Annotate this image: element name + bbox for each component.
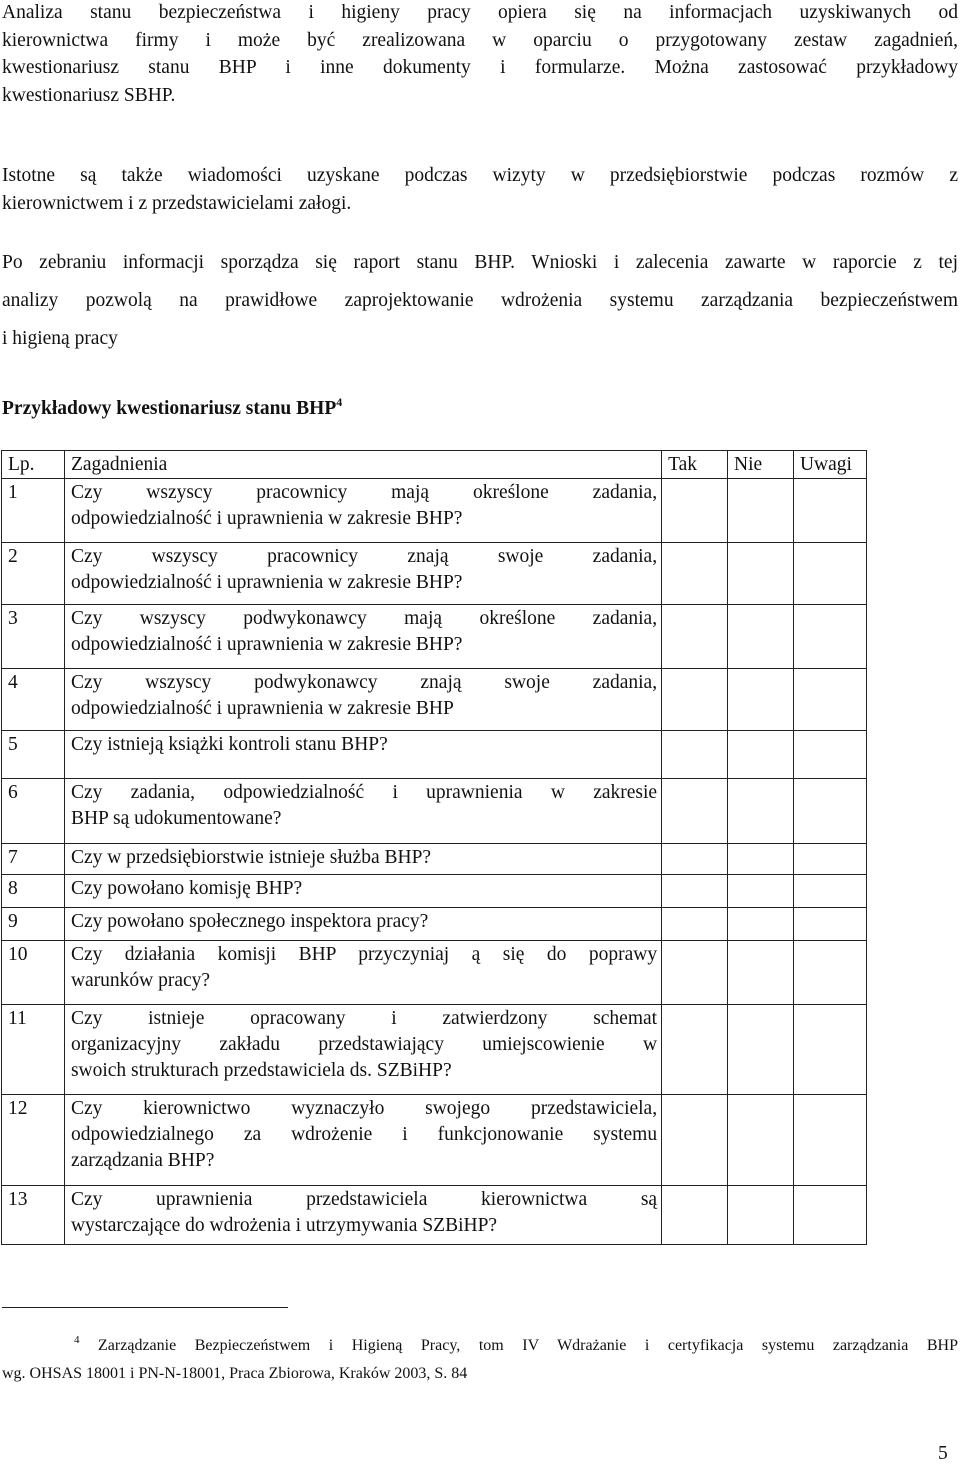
question-cell <box>64 844 661 875</box>
answer-no-cell[interactable] <box>728 543 794 605</box>
answer-yes-cell[interactable] <box>662 908 728 941</box>
text-line: kwestionariusz SBHP. <box>2 84 176 106</box>
table-row <box>2 844 867 875</box>
notes-cell[interactable] <box>793 908 866 941</box>
footnote-line <box>2 1326 958 1360</box>
question-text: zarządzania BHP? <box>70 1150 215 1171</box>
header-no: Nie <box>728 451 794 479</box>
question-cell <box>64 669 661 731</box>
answer-no-cell[interactable] <box>728 908 794 941</box>
table-row <box>2 731 867 779</box>
answer-yes-cell[interactable] <box>662 844 728 875</box>
question-cell <box>64 479 661 543</box>
intro-paragraph-1 <box>0 0 960 109</box>
header-notes: Uwagi <box>793 451 866 479</box>
row-number: 5 <box>2 731 65 779</box>
notes-cell[interactable] <box>793 479 866 543</box>
answer-no-cell[interactable] <box>728 844 794 875</box>
table-row <box>2 543 867 605</box>
question-text: warunków pracy? <box>70 970 211 991</box>
row-number: 9 <box>2 908 65 941</box>
answer-no-cell[interactable] <box>728 875 794 908</box>
section-heading <box>2 395 342 420</box>
answer-no-cell[interactable] <box>728 1186 794 1245</box>
question-text: Czy uprawnienia przedstawiciela kierownictwa są <box>70 1189 658 1210</box>
question-text: Czy w przedsiębiorstwie istnieje służba BHP? <box>70 847 432 868</box>
question-cell <box>64 941 661 1005</box>
question-cell <box>64 1186 661 1245</box>
table-header-row <box>2 451 867 479</box>
header-topic: Zagadnienia <box>64 451 661 479</box>
question-text: BHP są udokumentowane? <box>70 808 282 829</box>
answer-yes-cell[interactable] <box>662 779 728 844</box>
answer-yes-cell[interactable] <box>662 479 728 543</box>
answer-no-cell[interactable] <box>728 1095 794 1186</box>
notes-cell[interactable] <box>793 1005 866 1095</box>
answer-no-cell[interactable] <box>728 605 794 669</box>
table-row <box>2 1005 867 1095</box>
question-cell <box>64 543 661 605</box>
question-cell <box>64 908 661 941</box>
question-text: Czy zadania, odpowiedzialność i uprawnienia w zakresie <box>70 782 658 803</box>
question-text: odpowiedzialność i uprawnienia w zakresie BHP? <box>70 572 463 593</box>
question-cell <box>64 1095 661 1186</box>
footnote-marker: 4 <box>74 1334 80 1346</box>
table-row <box>2 669 867 731</box>
notes-cell[interactable] <box>793 1186 866 1245</box>
answer-yes-cell[interactable] <box>662 1186 728 1245</box>
answer-no-cell[interactable] <box>728 479 794 543</box>
question-text: Czy kierownictwo wyznaczyło swojego przedstawiciela, <box>70 1098 658 1119</box>
notes-cell[interactable] <box>793 941 866 1005</box>
table-row <box>2 908 867 941</box>
row-number: 7 <box>2 844 65 875</box>
page-number: 5 <box>938 1443 948 1464</box>
notes-cell[interactable] <box>793 669 866 731</box>
answer-yes-cell[interactable] <box>662 875 728 908</box>
row-number: 13 <box>2 1186 65 1245</box>
row-number: 1 <box>2 479 65 543</box>
header-lp: Lp. <box>2 451 65 479</box>
table-row <box>2 1186 867 1245</box>
table-row <box>2 1095 867 1186</box>
table-row <box>2 479 867 543</box>
question-text: Czy wszyscy pracownicy znają swoje zadania, <box>70 546 658 567</box>
question-text: Czy działania komisji BHP przyczyniaj ą się do poprawy <box>70 944 658 965</box>
text-line: Istotne są także wiadomości uzyskane podczas wizyty w przedsiębiorstwie podczas rozmów z <box>2 165 958 186</box>
text-line: i higieną pracy <box>2 328 118 349</box>
answer-yes-cell[interactable] <box>662 605 728 669</box>
question-cell <box>64 1005 661 1095</box>
question-text: Czy wszyscy pracownicy mają określone zadania, <box>70 482 658 503</box>
notes-cell[interactable] <box>793 731 866 779</box>
table-row <box>2 779 867 844</box>
question-text: wystarczające do wdrożenia i utrzymywania SZBiHP? <box>70 1215 498 1236</box>
answer-yes-cell[interactable] <box>662 1095 728 1186</box>
heading-text: Przykładowy kwestionariusz stanu BHP <box>2 398 337 419</box>
row-number: 10 <box>2 941 65 1005</box>
answer-no-cell[interactable] <box>728 941 794 1005</box>
text-line: analizy pozwolą na prawidłowe zaprojektowanie wdrożenia systemu zarządzania bezpieczeństwem <box>2 290 958 311</box>
question-text: Czy istnieją książki kontroli stanu BHP? <box>70 734 388 755</box>
notes-cell[interactable] <box>793 779 866 844</box>
question-cell <box>64 779 661 844</box>
row-number: 3 <box>2 605 65 669</box>
header-yes: Tak <box>662 451 728 479</box>
answer-no-cell[interactable] <box>728 669 794 731</box>
question-cell <box>64 605 661 669</box>
text-line: kierownictwem i z przedstawicielami załogi. <box>2 192 352 214</box>
answer-yes-cell[interactable] <box>662 669 728 731</box>
question-text: organizacyjny zakładu przedstawiający umiejscowienie w <box>70 1034 658 1055</box>
question-text: odpowiedzialnego za wdrożenie i funkcjonowanie systemu <box>70 1124 658 1145</box>
notes-cell[interactable] <box>793 1095 866 1186</box>
text-line: Analiza stanu bezpieczeństwa i higieny pracy opiera się na informacjach uzyskiwanych od <box>2 2 958 23</box>
answer-yes-cell[interactable] <box>662 941 728 1005</box>
row-number: 4 <box>2 669 65 731</box>
question-text: odpowiedzialność i uprawnienia w zakresie BHP? <box>70 508 463 529</box>
row-number: 6 <box>2 779 65 844</box>
question-cell <box>64 875 661 908</box>
notes-cell[interactable] <box>793 875 866 908</box>
notes-cell[interactable] <box>793 543 866 605</box>
row-number: 11 <box>2 1005 65 1095</box>
question-text: swoich strukturach przedstawiciela ds. SZBiHP? <box>70 1060 452 1081</box>
question-text: Czy powołano komisję BHP? <box>70 878 303 899</box>
question-text: Czy powołano społecznego inspektora pracy? <box>70 911 429 932</box>
notes-cell[interactable] <box>793 605 866 669</box>
question-text: odpowiedzialność i uprawnienia w zakresie BHP <box>70 698 454 719</box>
question-text: Czy wszyscy podwykonawcy mają określone zadania, <box>70 608 658 629</box>
answer-yes-cell[interactable] <box>662 543 728 605</box>
question-text: odpowiedzialność i uprawnienia w zakresie BHP? <box>70 634 463 655</box>
row-number: 12 <box>2 1095 65 1186</box>
footnote-ref: 4 <box>336 395 343 409</box>
text-line: Po zebraniu informacji sporządza się raport stanu BHP. Wnioski i zalecenia zawarte w raporcie z tej <box>2 252 958 273</box>
text-line: kierownictwa firmy i może być zrealizowana w oparciu o przygotowany zestaw zagadnień, <box>2 29 958 51</box>
intro-paragraph-3 <box>0 244 960 358</box>
question-text: Czy wszyscy podwykonawcy znają swoje zadania, <box>70 672 658 693</box>
answer-no-cell[interactable] <box>728 731 794 779</box>
table-row <box>2 875 867 908</box>
table-row <box>2 941 867 1005</box>
notes-cell[interactable] <box>793 844 866 875</box>
answer-no-cell[interactable] <box>728 1005 794 1095</box>
question-cell <box>64 731 661 779</box>
row-number: 2 <box>2 543 65 605</box>
answer-yes-cell[interactable] <box>662 1005 728 1095</box>
table-row <box>2 605 867 669</box>
question-text: Czy istnieje opracowany i zatwierdzony schemat <box>70 1008 658 1029</box>
footnote-text-2: wg. OHSAS 18001 i PN-N-18001, Praca Zbiorowa, Kraków 2003, S. 84 <box>2 1365 468 1382</box>
intro-paragraph-2 <box>0 162 960 217</box>
questionnaire-table <box>1 450 867 1245</box>
answer-yes-cell[interactable] <box>662 731 728 779</box>
footnote-text-1: Zarządzanie Bezpieczeństwem i Higieną Pracy, tom IV Wdrażanie i certyfikacja systemu zarządzania BHP <box>98 1337 958 1354</box>
answer-no-cell[interactable] <box>728 779 794 844</box>
row-number: 8 <box>2 875 65 908</box>
footnote <box>2 1326 958 1388</box>
footnote-separator <box>2 1307 288 1308</box>
text-line: kwestionariusz stanu BHP i inne dokumenty i formularze. Można zastosować przykładowy <box>2 57 958 78</box>
